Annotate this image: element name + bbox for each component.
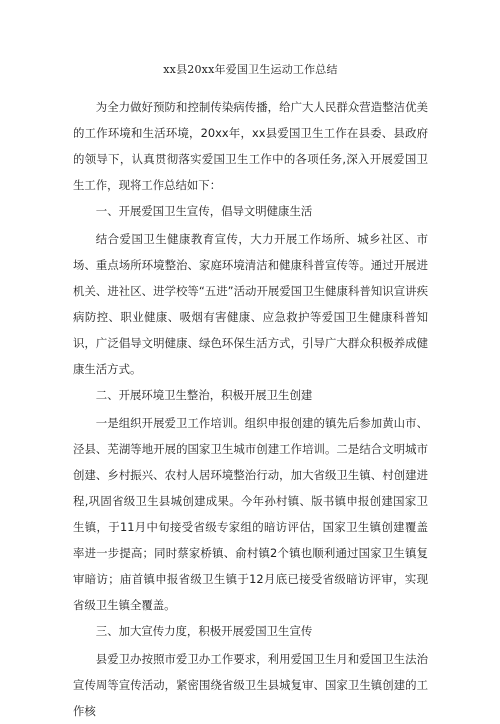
section-body-2: 一是组织开展爱卫工作培训。组织申报创建的镇先后参加黄山市、泾县、芜湖等地开展的国家卫生城市创建工作培训。二是结合文明城市创建、乡村振兴、农村人居环境整治行动，加大省级卫生镇、村创建进程,巩固省级卫生县城创建成果。今年孙村镇、版书镇申报创建国家卫生镇，于11月中旬接受省级专家组的暗访评估，国家卫生镇创建覆盖率进一步提高；同时蔡家桥镇、俞村镇2个镇也顺利通过国家卫生镇复审暗访；庙首镇申报省级卫生镇于12月底已接受省级暗访评审，实现省级卫生镇全覆盖。 [73,416,428,612]
section-body-3: 县爱卫办按照市爱卫办工作要求，利用爱国卫生月和爱国卫生法治宣传周等宣传活动，紧密围绕省级卫生县城复审、国家卫生镇创建的工作核 [73,652,428,718]
section-heading-1: 一、开展爱国卫生宣传，倡导文明健康生活 [95,204,313,218]
document-title: xx县20xx年爱国卫生运动工作总结 [163,63,338,76]
section-heading-2: 二、开展环境卫生整治，积极开展卫生创建 [95,388,313,402]
intro-paragraph: 为全力做好预防和控制传染病传播，给广大人民群众营造整洁优美的工作环境和生活环境，20xx年，xx县爱国卫生工作在县委、县政府的领导下，认真贯彻落实爱国卫生工作中的各项任务,深入开展爱国卫生工作，现将工作总结如下： [73,100,428,192]
section-body-1: 结合爱国卫生健康教育宣传，大力开展工作场所、城乡社区、市场、重点场所环境整治、家庭环境清洁和健康科普宣传等。通过开展进机关、进社区、进学校等“五进”活动开展爱国卫生健康科普知识宣讲疾病防控、职业健康、吸烟有害健康、应急救护等爱国卫生健康科普知识，广泛倡导文明健康、绿色环保生活方式，引导广大群众积极养成健康生活方式。 [73,232,428,376]
section-heading-3: 三、加大宣传力度，积极开展爱国卫生宣传 [95,624,313,638]
